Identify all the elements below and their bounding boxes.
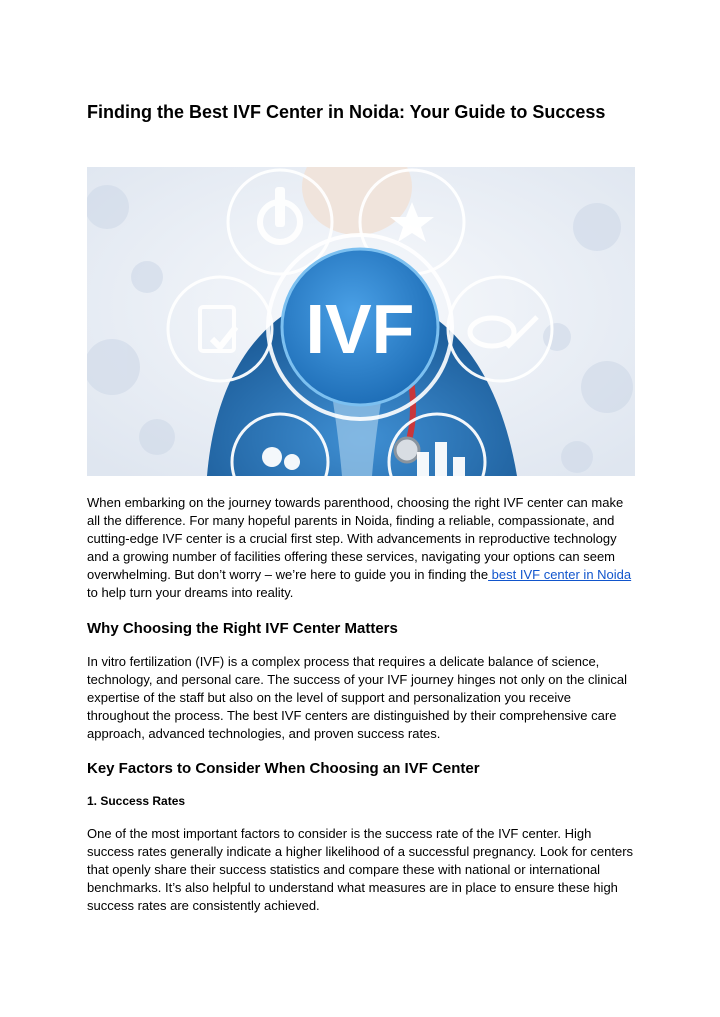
section-heading-why: Why Choosing the Right IVF Center Matters — [87, 620, 398, 637]
page-title: Finding the Best IVF Center in Noida: Your Guide to Success — [87, 102, 606, 122]
success-rates-paragraph: One of the most important factors to consider is the success rate of the IVF center. High success rates generally indicate a higher likelihood of a successful pregnancy. Look for centers that openly share their success statistics and compare these with national or international benchmarks. It’s also helpful to understand what measures are in place to ensure these high success rates are consistently achieved. — [87, 826, 634, 913]
ivf-illustration — [87, 167, 635, 476]
intro-text-end: to help turn your dreams into reality. — [87, 585, 294, 600]
intro-text-start: When embarking on the journey towards parenthood, choosing the right IVF center can make all the difference. For many hopeful parents in Noida, finding a reliable, compassionate, and cutting-edge IVF center is a crucial first step. With advancements in reproductive technology and a growing number of facilities offering these services, navigating your options can seem overwhelming. But don’t worry – we’re here to guide you in finding the — [87, 495, 624, 582]
intro-paragraph — [87, 494, 635, 602]
subheading-success-rates: 1. Success Rates — [87, 794, 186, 808]
section-heading-key-factors: Key Factors to Consider When Choosing an IVF Center — [87, 760, 480, 777]
ivf-badge-text: IVF — [305, 290, 415, 368]
hero-image — [87, 167, 635, 476]
best-ivf-center-link[interactable]: best IVF center in Noida — [488, 567, 632, 582]
section-body-why: In vitro fertilization (IVF) is a complex process that requires a delicate balance of science, technology, and personal care. The success of your IVF journey hinges not only on the clinical expertise of the staff but also on the level of support and personalization you receive throughout the process. The best IVF centers are distinguished by their comprehensive care approach, advanced technologies, and proven success rates. — [87, 654, 628, 741]
